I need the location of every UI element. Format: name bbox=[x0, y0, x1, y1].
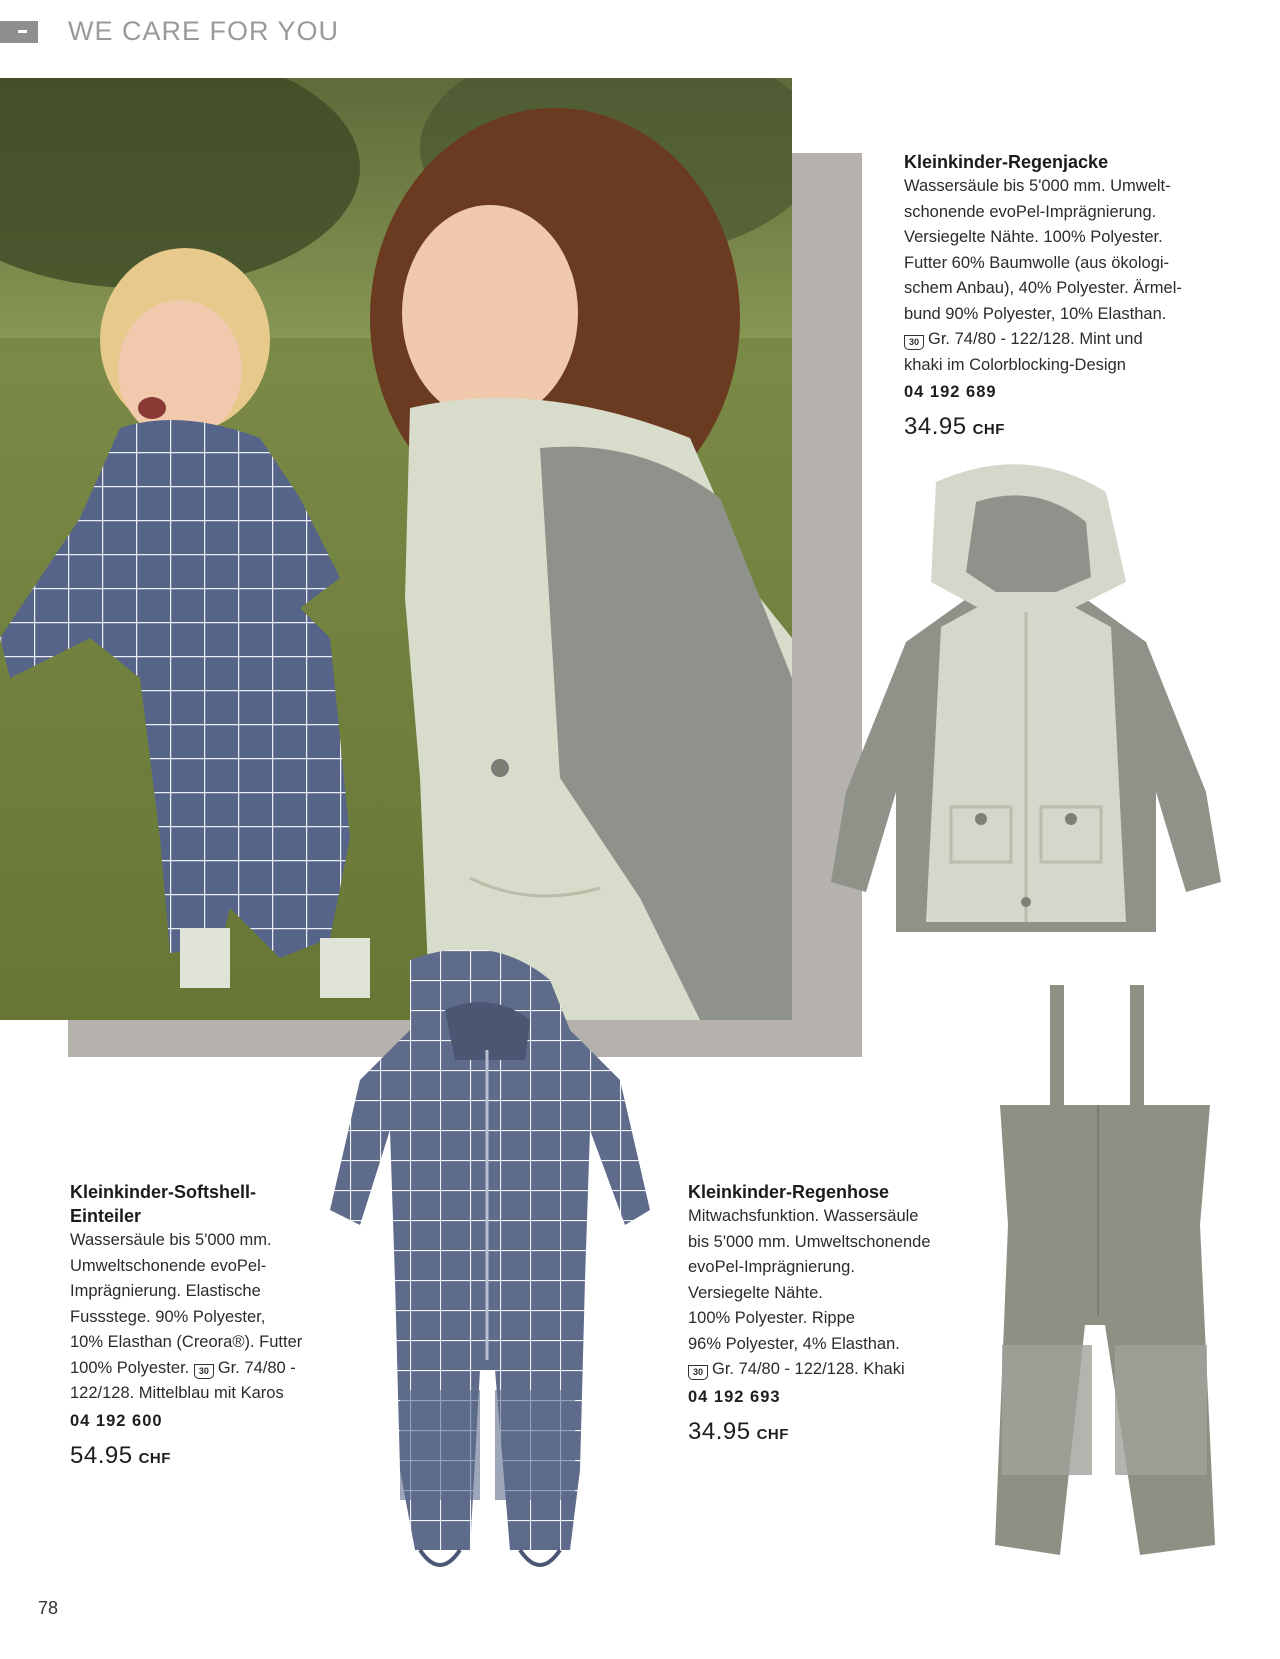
price: 34.95 CHF bbox=[904, 413, 1005, 440]
wash-30-icon: 30 bbox=[194, 1364, 214, 1379]
softshell-onesie-image bbox=[320, 950, 660, 1590]
price: 34.95 CHF bbox=[688, 1417, 789, 1445]
product-title: Kleinkinder-Regenhose bbox=[688, 1182, 890, 1202]
article-number: 04 192 689 bbox=[904, 383, 997, 401]
hero-photo bbox=[0, 78, 792, 1020]
wash-30-icon: 30 bbox=[904, 335, 924, 350]
product-title: Kleinkinder-Regenjacke bbox=[904, 152, 1109, 172]
product-title: Kleinkinder-Softshell- Einteiler bbox=[70, 1182, 257, 1226]
article-number: 04 192 693 bbox=[688, 1387, 781, 1406]
product-description: Mitwachsfunktion. Wassersäule bis 5'000 mm. Umweltschonende evoPel-Imprägnierung. Versiegelte Nähte. 100% Polyester. Rippe 96% Polyester, 4% Elasthan. 30 Gr. 74/80 - 122/128. Khaki bbox=[688, 1207, 931, 1378]
section-title: WE CARE FOR YOU bbox=[68, 16, 340, 46]
product-softshell-onesie bbox=[70, 1180, 360, 1474]
rain-jacket-image bbox=[826, 462, 1226, 972]
product-description: Wassersäule bis 5'000 mm. Umweltschonende evoPel- Imprägnierung. Elastische Fussstege. 90% Polyester, 10% Elasthan (Creora®). Futter 100% Polyester. 30 Gr. 74/80 - 122/128. Mittelblau mit Karos bbox=[70, 1231, 303, 1402]
product-description: Wassersäule bis 5'000 mm. Umwelt- schonende evoPel-Imprägnierung. Versiegelte Nähte. 100% Polyester. Futter 60% Baumwolle (aus ökologi- schem Anbau), 40% Polyester. Ärmel- bund 90% Polyester, 10% Elasthan. 30 Gr. 74/80 - 122/128. Mint und khaki im Colorblocking-Design bbox=[904, 177, 1182, 374]
price: 54.95 CHF bbox=[70, 1441, 171, 1469]
product-rain-jacket bbox=[904, 150, 1244, 445]
page-number: 78 bbox=[38, 1598, 59, 1618]
product-rain-pants bbox=[688, 1180, 988, 1450]
flag-tab-icon bbox=[0, 21, 38, 43]
wash-30-icon: 30 bbox=[688, 1365, 708, 1380]
rain-pants-image bbox=[980, 985, 1230, 1585]
article-number: 04 192 600 bbox=[70, 1411, 163, 1430]
